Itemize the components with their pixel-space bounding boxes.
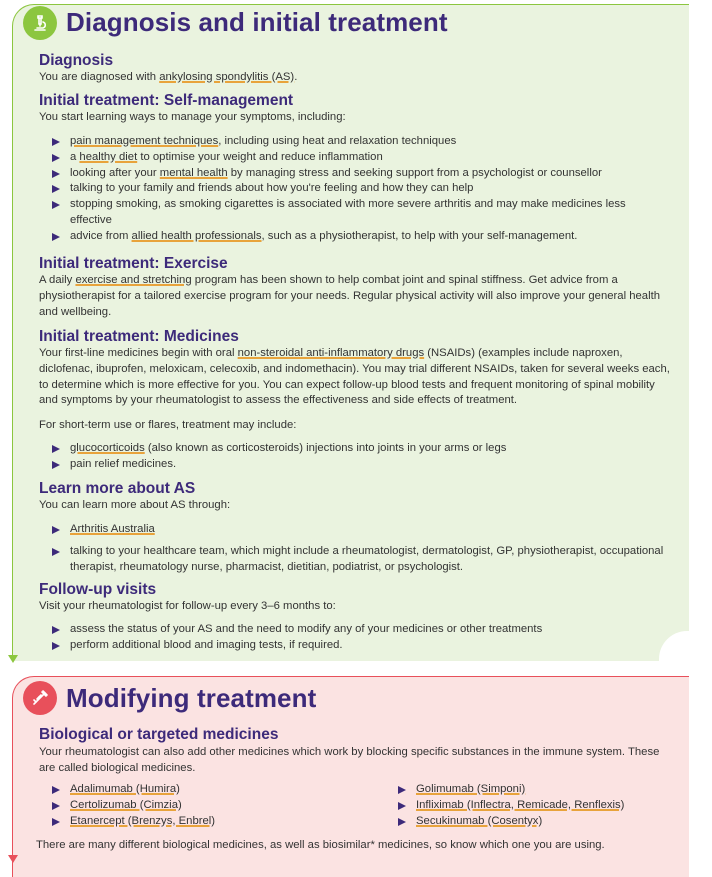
syringe-icon <box>23 681 57 715</box>
text-span: You are diagnosed with <box>39 71 160 83</box>
text-span: Your first-line medicines begin with oral <box>39 347 238 359</box>
follow-up-heading: Follow-up visits <box>39 581 157 598</box>
medicines-heading: Initial treatment: Medicines <box>39 328 239 345</box>
short-term-intro: For short-term use or flares, treatment may include: <box>39 419 297 431</box>
link-ankylosing-spondylitis[interactable]: ankylosing spondylitis (AS) <box>159 71 295 83</box>
list-item <box>52 441 672 457</box>
link-glucocorticoids[interactable]: glucocorticoids <box>70 442 145 454</box>
text-span: (also known as corticosteroids) injections into joints in your arms or legs <box>144 442 507 454</box>
list-item <box>398 782 688 798</box>
text-span: to optimise your weight and reduce inflammation <box>137 150 383 163</box>
follow-up-intro: Visit your rheumatologist for follow-up every 3–6 months to: <box>39 600 336 612</box>
learn-more-intro: You can learn more about AS through: <box>39 499 231 511</box>
list-item <box>398 798 688 814</box>
follow-up-list <box>52 622 672 654</box>
link-pain-management[interactable]: pain management techniques <box>70 135 219 147</box>
link-etanercept[interactable]: Etanercept (Brenzys, Enbrel) <box>70 814 216 827</box>
list-item <box>52 814 352 830</box>
list-item: talking to your healthcare team, which might include a rheumatologist, dermatologist, GP, physiotherapist, occupational therapist, rheumatology nurse, pharmacist, dietitian, podiatrist, or psychologist. <box>52 544 672 576</box>
self-management-intro: You start learning ways to manage your symptoms, including: <box>39 111 346 123</box>
text-span: program has been shown to help combat joint and spinal stiffness. Get advice from a physiotherapist for a tailored exercise program for your needs. Regular physical activity will also improve your general health and wellbeing. <box>39 274 660 318</box>
link-allied-health[interactable]: allied health professionals <box>131 229 262 242</box>
link-arthritis-australia[interactable]: Arthritis Australia <box>70 523 155 535</box>
link-mental-health[interactable]: mental health <box>159 166 228 179</box>
list-item <box>52 150 672 166</box>
text-span: advice from <box>70 229 132 242</box>
text-span: looking after your <box>70 166 160 179</box>
list-item <box>52 134 672 150</box>
list-item <box>398 814 688 830</box>
biological-list-right <box>398 782 688 829</box>
list-item: perform additional blood and imaging tests, if required. <box>52 638 672 654</box>
medicines-text <box>39 346 671 409</box>
link-exercise-stretching[interactable]: exercise and stretching <box>75 274 192 286</box>
list-item: assess the status of your AS and the need to modify any of your medicines or other treatments <box>52 622 672 638</box>
self-management-heading: Initial treatment: Self-management <box>39 92 294 109</box>
list-item: stopping smoking, as smoking cigarettes is associated with more severe arthritis and may make medicines less effective <box>52 197 672 229</box>
list-item <box>52 229 672 245</box>
text-span: , including using heat and relaxation techniques <box>218 135 457 147</box>
exercise-text <box>39 273 671 320</box>
text-span: A daily <box>39 274 76 286</box>
list-item <box>52 166 672 182</box>
list-item <box>52 522 672 538</box>
biological-intro: Your rheumatologist can also add other medicines which work by blocking specific substances in the immune system. These are called biological medicines. <box>39 746 660 774</box>
link-infliximab[interactable]: Infliximab (Inflectra, Remicade, Renflexis) <box>416 798 625 811</box>
microscope-icon <box>23 6 57 40</box>
self-management-list <box>52 134 672 245</box>
list-item: talking to your family and friends about how you're feeling and how they can help <box>52 181 672 197</box>
short-term-list <box>52 441 672 473</box>
list-item: pain relief medicines. <box>52 457 672 473</box>
link-adalimumab[interactable]: Adalimumab (Humira) <box>70 783 180 795</box>
list-item <box>52 782 352 798</box>
text-span: . <box>294 71 298 83</box>
diagnosis-text <box>39 70 671 86</box>
biological-footer: There are many different biological medicines, as well as biosimilar* medicines, so know which one you are using. <box>36 839 605 851</box>
biological-list-left <box>52 782 352 829</box>
learn-more-heading: Learn more about AS <box>39 480 196 497</box>
learn-more-list <box>52 522 672 575</box>
link-golimumab[interactable]: Golimumab (Simponi) <box>416 783 526 795</box>
list-item <box>52 798 352 814</box>
link-nsaids[interactable]: non-steroidal anti-inflammatory drugs <box>237 347 425 359</box>
exercise-heading: Initial treatment: Exercise <box>39 255 228 272</box>
biological-heading: Biological or targeted medicines <box>39 726 279 743</box>
link-healthy-diet[interactable]: healthy diet <box>79 150 138 163</box>
section-title: Modifying treatment <box>66 683 317 713</box>
text-span: by managing stress and seeking support from a psychologist or counsellor <box>227 166 602 179</box>
timeline-arrow-icon <box>8 855 18 863</box>
link-secukinumab[interactable]: Secukinumab (Cosentyx) <box>416 814 543 827</box>
timeline-arrow-icon <box>8 655 18 663</box>
section-title: Diagnosis and initial treatment <box>66 7 448 37</box>
text-span: (NSAIDs) (examples include naproxen, diclofenac, ibuprofen, meloxicam, celecoxib, and indomethacin). You may trial different NSAIDs, taken for several weeks each, to determine which is more effective for you. You can expect follow-up blood tests and frequent monitoring of spinal mobility and symptoms by your rheumatologist to assess the effectiveness and side effects of treatment. <box>39 347 670 407</box>
text-span: , such as a physiotherapist, to help with your self-management. <box>261 229 578 242</box>
link-certolizumab[interactable]: Certolizumab (Cimzia) <box>70 798 182 811</box>
diagnosis-heading: Diagnosis <box>39 52 114 69</box>
text-span: a <box>70 150 80 163</box>
